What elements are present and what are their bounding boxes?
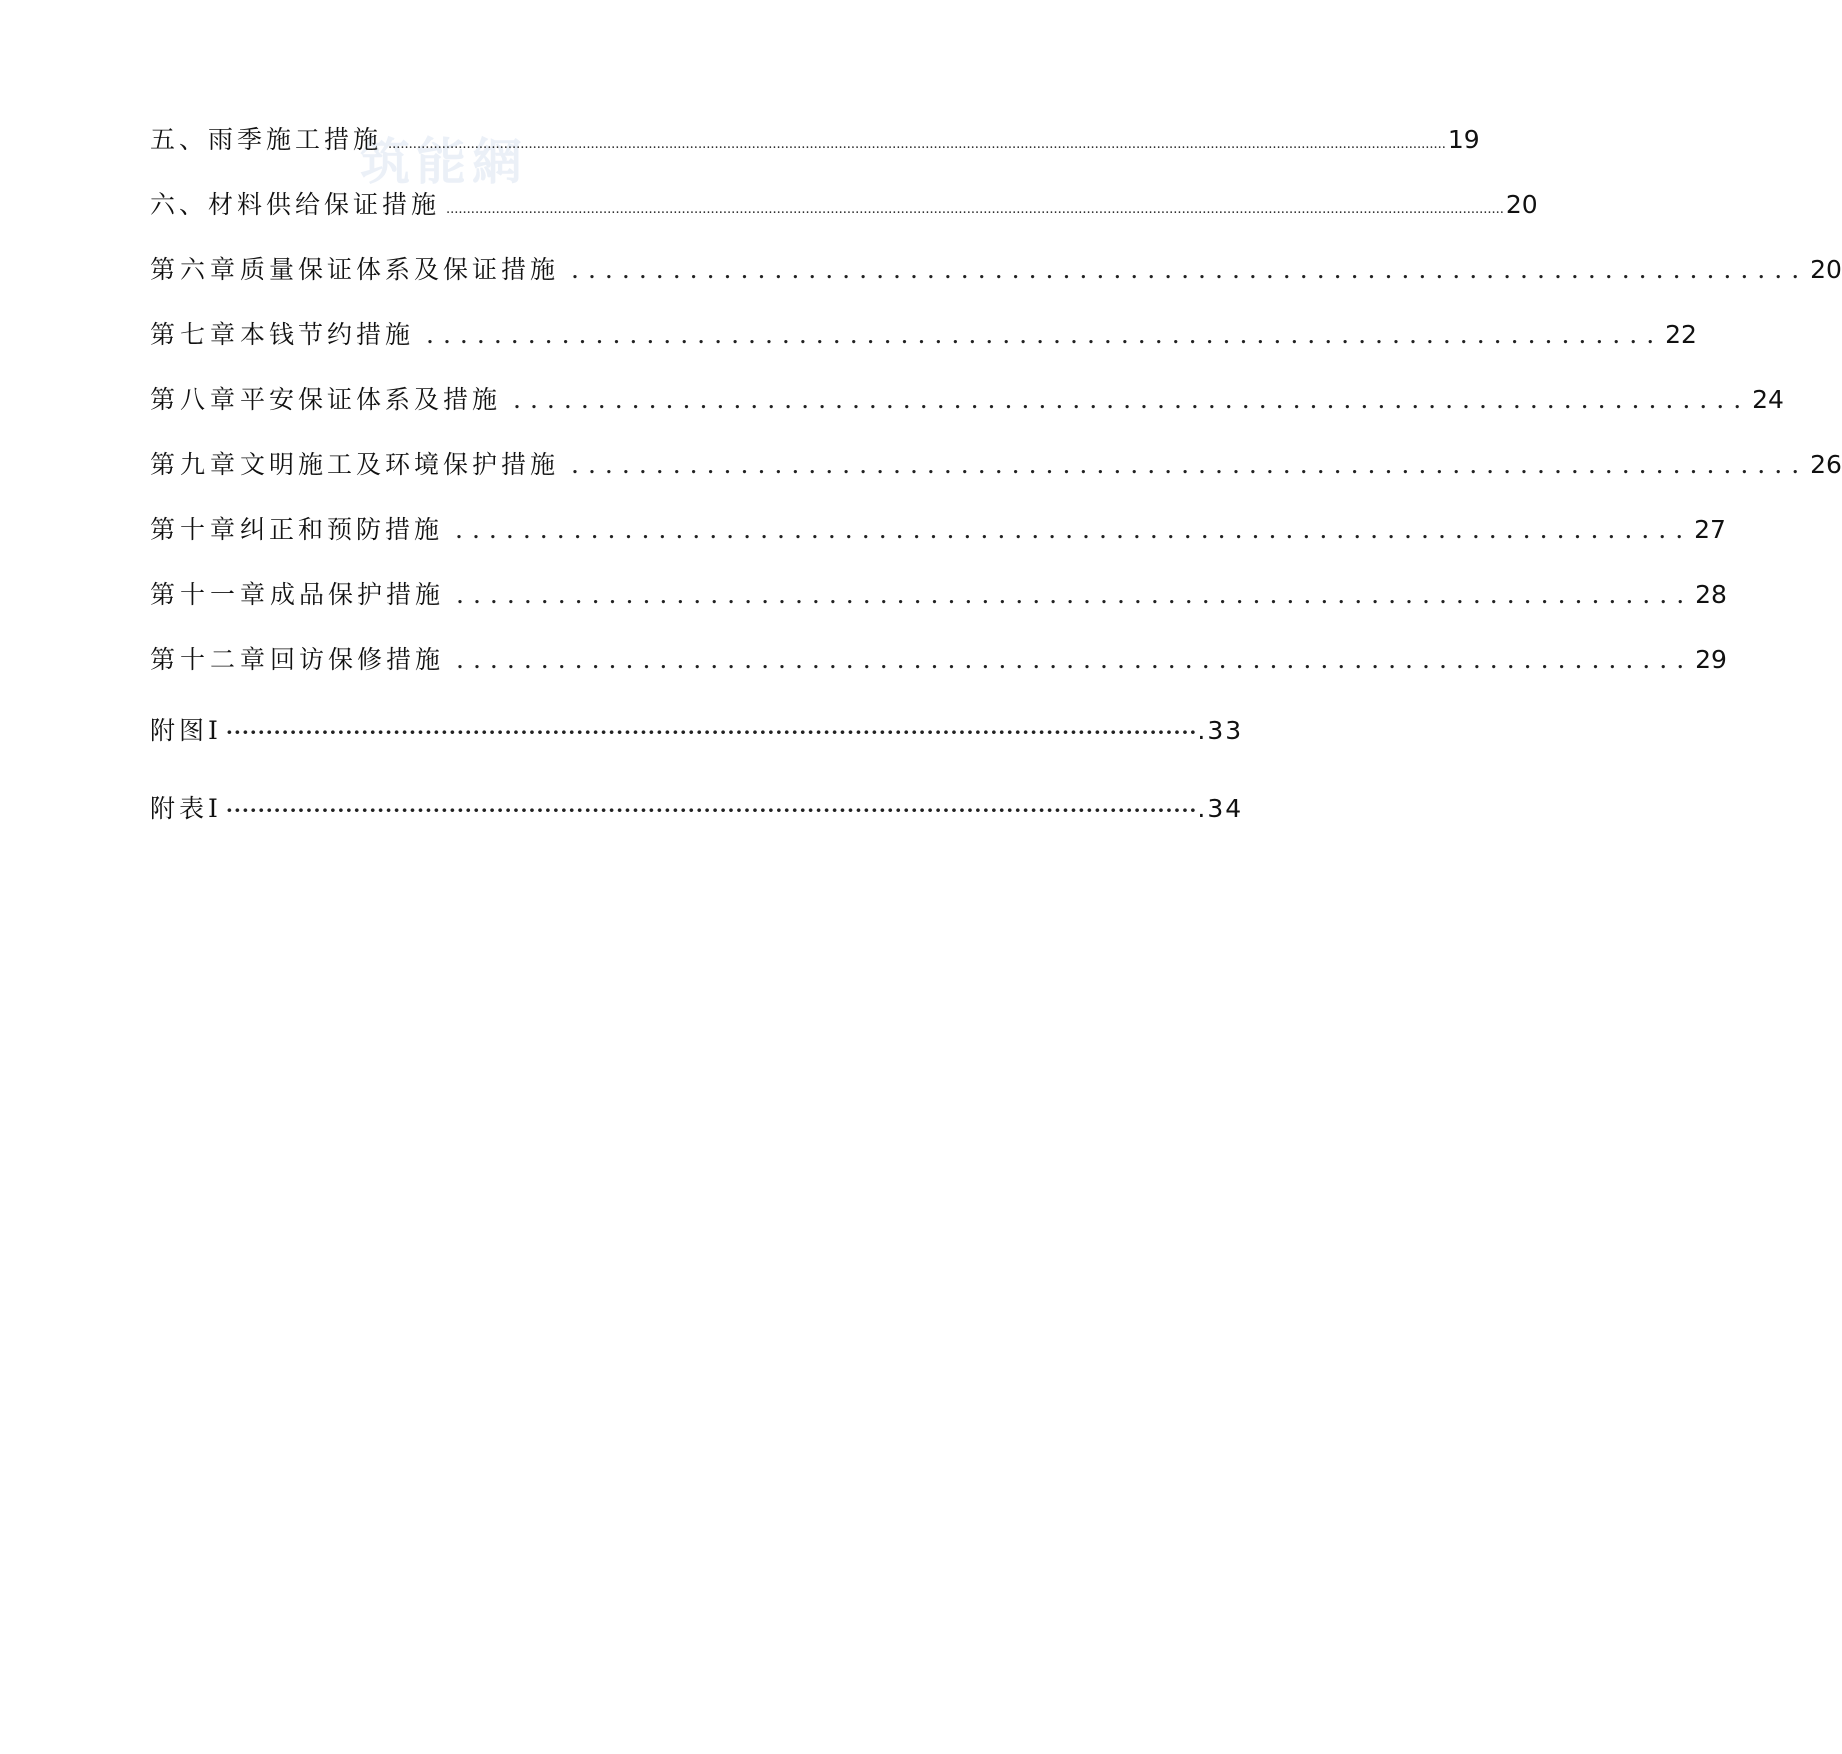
toc-entry-title: 五、雨季施工措施 (150, 125, 383, 154)
watermark: 筑能網 (360, 132, 528, 191)
toc-chapter-number: 第七章 (150, 320, 241, 349)
toc-chapter-number: 第十一章 (150, 580, 271, 609)
toc-leader: ......................................................................... (513, 385, 1751, 414)
toc-entry[interactable] (150, 255, 1842, 320)
toc-leader: ......................................................................... (571, 450, 1809, 479)
table-of-contents (150, 125, 1842, 866)
toc-appendix-page: .33 (1197, 716, 1244, 745)
toc-entry[interactable] (150, 515, 1726, 580)
toc-entry[interactable] (150, 320, 1697, 385)
toc-entry-page: 29 (1695, 645, 1727, 674)
toc-leader: ......................................................................... (426, 320, 1664, 349)
toc-leader: ................................................................................................................................................................................................................................................................ (388, 137, 1446, 152)
toc-entry-page: 28 (1695, 580, 1727, 609)
toc-appendix-title: 附图Ⅰ (150, 716, 222, 745)
toc-entry-page: 19 (1447, 125, 1480, 154)
toc-entry-title: 平安保证体系及措施 (240, 385, 502, 414)
toc-entry[interactable] (150, 125, 1480, 190)
toc-chapter-number: 第九章 (150, 450, 241, 479)
toc-entry-title: 六、材料供给保证措施 (150, 190, 441, 219)
toc-entry-page: 24 (1752, 385, 1784, 414)
toc-leader: ·························································································································· (225, 720, 1198, 744)
toc-entry[interactable] (150, 645, 1727, 710)
toc-chapter-number: 第八章 (150, 385, 241, 414)
toc-leader: ......................................................................... (456, 645, 1694, 674)
toc-entry-page: 22 (1665, 320, 1697, 349)
toc-chapter-number: 第十二章 (150, 645, 271, 674)
toc-entry[interactable] (150, 385, 1784, 450)
toc-entry[interactable] (150, 450, 1842, 515)
toc-appendix-title: 附表Ⅰ (150, 794, 222, 823)
toc-leader: ......................................................................... (571, 255, 1809, 284)
toc-entry-title: 纠正和预防措施 (240, 515, 444, 544)
toc-appendix-entry[interactable] (150, 716, 1244, 788)
toc-entry-title: 质量保证体系及保证措施 (240, 255, 560, 284)
toc-entry-page: 20 (1505, 190, 1538, 219)
toc-entry[interactable] (150, 190, 1538, 255)
toc-entry-page: 27 (1694, 515, 1726, 544)
toc-entry-title: 文明施工及环境保护措施 (240, 450, 560, 479)
toc-leader: ......................................................................... (455, 515, 1693, 544)
toc-entry-title: 成品保护措施 (270, 580, 445, 609)
toc-appendix-entry[interactable] (150, 794, 1244, 866)
toc-entry-title: 回访保修措施 (270, 645, 445, 674)
toc-leader: ................................................................................................................................................................................................................................................................ (446, 202, 1504, 217)
toc-entry[interactable] (150, 580, 1727, 645)
toc-appendix-page: .34 (1197, 794, 1244, 823)
toc-chapter-number: 第十章 (150, 515, 241, 544)
toc-entry-page: 20 (1810, 255, 1842, 284)
toc-leader: ......................................................................... (456, 580, 1694, 609)
toc-leader: ·························································································································· (225, 798, 1198, 822)
toc-entry-page: 26 (1810, 450, 1842, 479)
toc-chapter-number: 第六章 (150, 255, 241, 284)
toc-entry-title: 本钱节约措施 (240, 320, 415, 349)
